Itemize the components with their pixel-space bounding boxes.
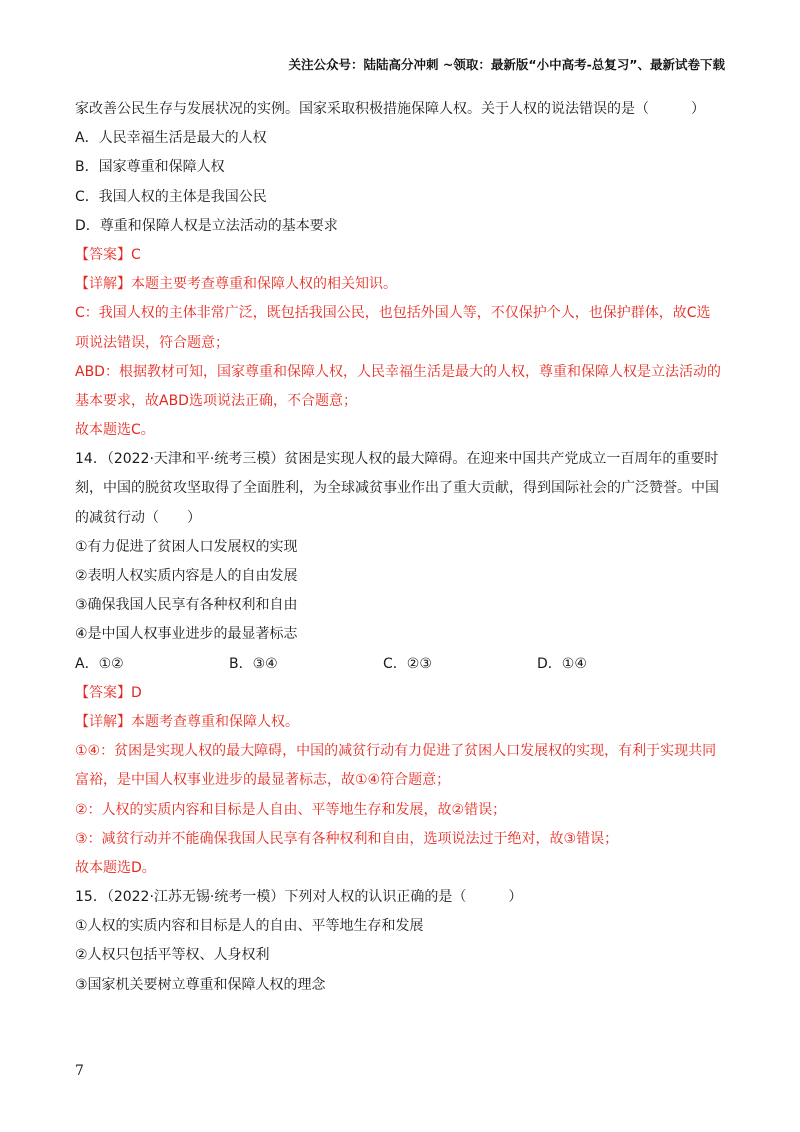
q13-stem: 家改善公民生存与发展状况的实例。国家采取积极措施保障人权。关于人权的说法错误的是（ ）	[75, 101, 705, 117]
q14-detail-line: 【详解】本题考查尊重和保障人权。	[75, 713, 299, 730]
q13-detail-line: ABD：根据教材可知，国家尊重和保障人权，人民幸福生活是最大的人权，尊重和保障人权是立法活动的	[75, 363, 721, 380]
q15-item: ①人权的实质内容和目标是人的自由、平等地生存和发展	[75, 918, 424, 935]
q14-stem-line: 14．（2022·天津和平·统考三模）贫困是实现人权的最大障碍。在迎来中国共产党成立一百周年的重要时	[75, 451, 719, 468]
q14-option-a: A．①②	[75, 655, 124, 672]
q14-detail-line: ①④：贫困是实现人权的最大障碍，中国的减贫行动有力促进了贫困人口发展权的实现，有利于实现共同	[75, 743, 717, 760]
page-number: 7	[75, 1063, 84, 1079]
q14-detail-line: ③：减贫行动并不能确保我国人民享有各种权利和自由，选项说法过于绝对，故③错误；	[75, 830, 619, 847]
q15-item: ②人权只包括平等权、人身权利	[75, 947, 270, 964]
q13-option-c: C．我国人权的主体是我国公民	[75, 188, 267, 205]
q15-stem: 15．（2022·江苏无锡·统考一模）下列对人权的认识正确的是（ ）	[75, 889, 523, 906]
q13-detail-line: 基本要求，故ABD选项说法正确，不合题意；	[75, 392, 357, 409]
q14-stem-line: 刻，中国的脱贫攻坚取得了全面胜利，为全球减贫事业作出了重大贡献，得到国际社会的广泛赞誉。中国	[75, 480, 719, 497]
q13-option-d: D．尊重和保障人权是立法活动的基本要求	[75, 217, 338, 234]
q13-detail-line: 故本题选C。	[75, 422, 155, 439]
q14-item: ①有力促进了贫困人口发展权的实现	[75, 538, 298, 555]
q14-option-b: B．③④	[229, 655, 278, 672]
q14-option-c: C．②③	[383, 655, 432, 672]
document-body	[75, 100, 730, 1005]
page-header: 关注公众号：陆陆高分冲刺 ~领取：最新版“小中高考-总复习”、最新试卷下载	[288, 57, 725, 72]
q14-item: ④是中国人权事业进步的最显著标志	[75, 626, 298, 643]
q13-option-b: B．国家尊重和保障人权	[75, 159, 225, 176]
q14-options	[75, 655, 730, 673]
q14-item: ③确保我国人民享有各种权利和自由	[75, 597, 298, 614]
q15-item: ③国家机关要树立尊重和保障人权的理念	[75, 976, 326, 993]
q14-item: ②表明人权实质内容是人的自由发展	[75, 568, 298, 584]
q13-answer: 【答案】C	[75, 246, 141, 263]
q13-detail-line: C：我国人权的主体非常广泛，既包括我国公民，也包括外国人等，不仅保护个人，也保护群体，故C选	[75, 305, 711, 322]
q14-option-d: D．①④	[537, 655, 587, 672]
q14-detail-line: ②：人权的实质内容和目标是人自由、平等地生存和发展，故②错误；	[75, 801, 507, 818]
q14-stem-line: 的减贫行动（ ）	[75, 509, 201, 526]
q14-detail-line: 故本题选D。	[75, 859, 156, 876]
q13-detail-line: 【详解】本题主要考查尊重和保障人权的相关知识。	[75, 276, 397, 293]
q14-detail-line: 富裕，是中国人权事业进步的最显著标志，故①④符合题意；	[75, 772, 451, 789]
q14-answer: 【答案】D	[75, 684, 142, 701]
q13-detail-line: 项说法错误，符合题意；	[75, 334, 229, 351]
q13-option-a: A．人民幸福生活是最大的人权	[75, 130, 267, 147]
